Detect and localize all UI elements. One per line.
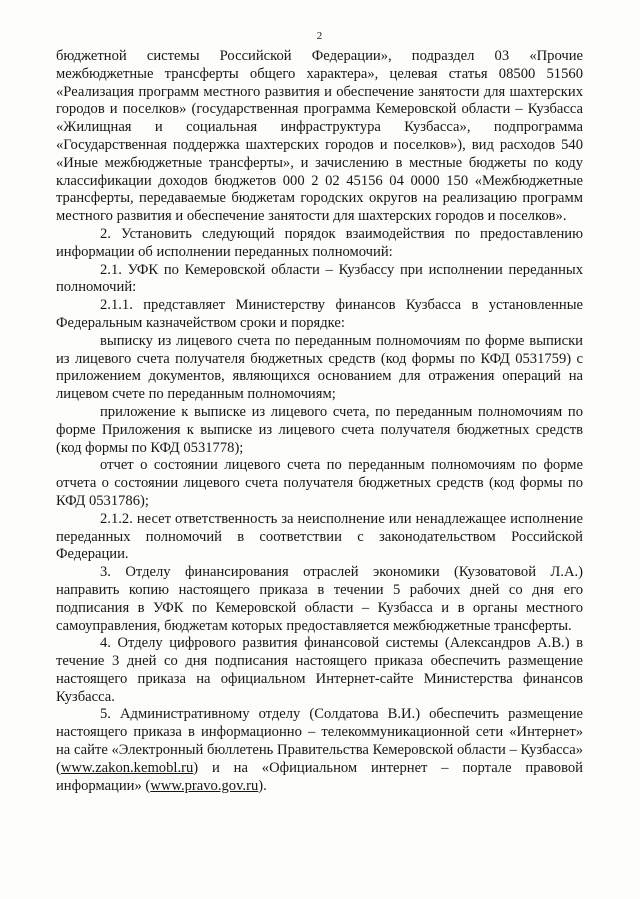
link-pravo-gov[interactable]: www.pravo.gov.ru (150, 777, 259, 794)
paragraph-item-4: 4. Отделу цифрового развития финансовой системы (Александров А.В.) в течение 3 дней со дня подписания настоящего приказа обеспечить размещение настоящего приказа на официальном Интернет-сайте Министерства финансов Кузбасса. (56, 635, 583, 705)
link-zakon-kemobl[interactable]: www.zakon.kemobl.ru (60, 759, 194, 776)
paragraph-item-5 (56, 706, 583, 795)
document-body (56, 48, 583, 795)
paragraph-account-status-report: отчет о состоянии лицевого счета по переданным полномочиям по форме отчета о состоянии лицевого счета получателя бюджетных средств (код формы по КФД 0531786); (56, 457, 583, 509)
paragraph-item-3: 3. Отделу финансирования отраслей экономики (Кузоватовой Л.А.) направить копию настоящего приказа в течении 5 рабочих дней со дня его подписания в УФК по Кемеровской области – Кузбасса и в органы местного самоуправления, бюджетам которых предоставляется межбюджетные трансферты. (56, 564, 583, 634)
paragraph-item-5-text-1: 5. Административному отделу (Солдатова В.И.) обеспечить размещение настоящего приказа в информационно – телекоммуникационной сети «Интернет» на сайте «Электронный бюллетень Правительства Кемеровской области – Кузбасса» ( (56, 706, 583, 776)
paragraph-item-2-1-1: 2.1.1. представляет Министерству финансов Кузбасса в установленные Федеральным казначейством сроки и порядке: (56, 297, 583, 331)
paragraph-item-2-1-2: 2.1.2. несет ответственность за неисполнение или ненадлежащее исполнение переданных полномочий в соответствии с законодательством Российской Федерации. (56, 510, 583, 563)
page-number: 2 (316, 30, 323, 42)
paragraph-item-5-text-2: ) и на «Официальном интернет – портале правовой информации» ( (56, 759, 583, 794)
paragraph-budget-classification: бюджетной системы Российской Федерации», подраздел 03 «Прочие межбюджетные трансферты общего характера», целевая статья 08500 51560 «Реализация программ местного развития и обеспечение занятости для шахтерских городов и поселков» (государственная программа Кемеровской области – Кузбасса «Жилищная и социальная инфраструктура Кузбасса», подпрограмма «Государственная поддержка шахтерских городов и поселков»), вид расходов 540 «Иные межбюджетные трансферты», и зачислению в местные бюджеты по коду классификации доходов бюджетов 000 2 02 45156 04 0000 150 «Межбюджетные трансферты, передаваемые бюджетам городских округов на реализацию программ местного развития и обеспечение занятости для шахтерских городов и поселков». (56, 48, 583, 225)
paragraph-statement-appendix: приложение к выписке из лицевого счета, по переданным полномочиям по форме Приложения к выписке из лицевого счета получателя бюджетных средств (код формы по КФД 0531778); (56, 403, 583, 456)
paragraph-item-5-text-3: ). (258, 777, 267, 794)
paragraph-item-2: 2. Установить следующий порядок взаимодействия по предоставлению информации об исполнении переданных полномочий: (56, 225, 583, 260)
paragraph-item-2-1: 2.1. УФК по Кемеровской области – Кузбассу при исполнении переданных полномочий: (56, 261, 583, 296)
paragraph-account-statement: выписку из лицевого счета по переданным полномочиям по форме выписки из лицевого счета получателя бюджетных средств (код формы по КФД 0531759) с приложением документов, являющихся основанием для отражения операций на лицевом счете по переданным полномочиям; (56, 332, 583, 403)
